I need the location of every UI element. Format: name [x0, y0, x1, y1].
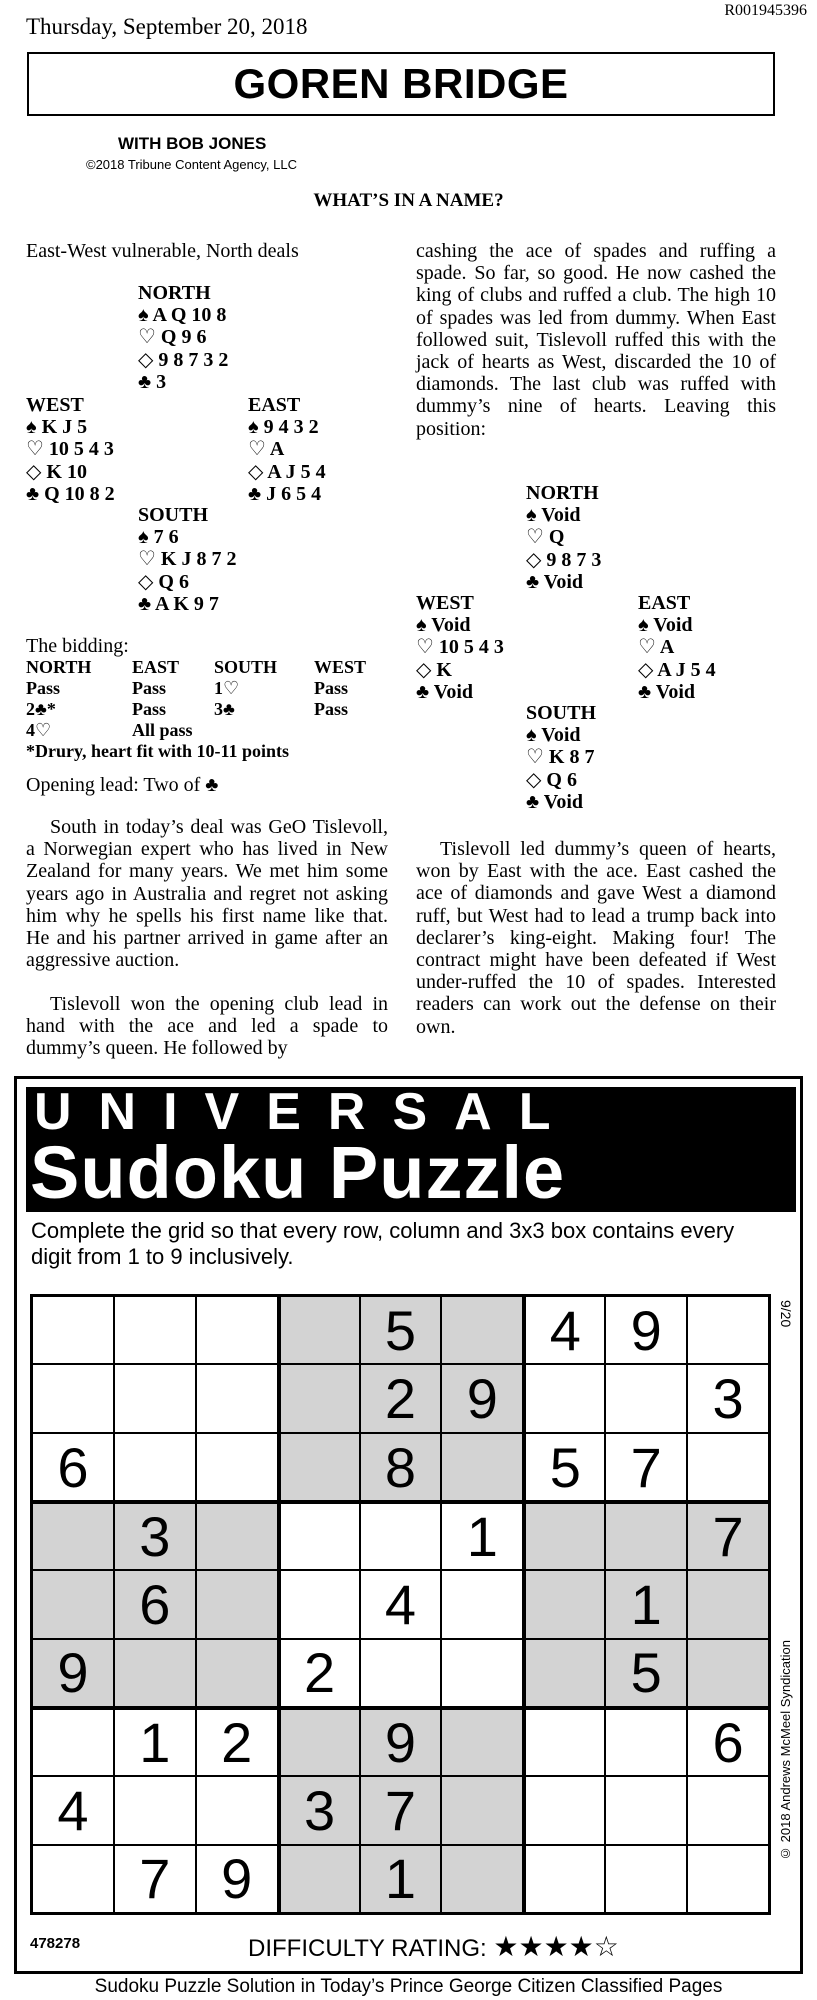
difficulty-rating — [248, 1930, 619, 1963]
sudoku-cell[interactable] — [523, 1776, 605, 1844]
paragraph: cashing the ace of spades and ruffing a spade. So far, so good. He now cashed the king of clubs and ruffed a club. The high 10 of spades was led from dummy. When East followed suit, Tislevoll ruffed this with the jack of hearts as West, discarded the 10 of diamonds. The last club was ruffed with dummy’s nine of hearts. Leaving this position: — [416, 240, 776, 440]
bid-cell: 4♡ — [26, 720, 52, 740]
sudoku-cell[interactable] — [278, 1570, 360, 1638]
position-east-spades: ♠ Void — [638, 614, 693, 637]
sudoku-cell[interactable]: 4 — [360, 1570, 442, 1638]
sudoku-cell[interactable]: 3 — [278, 1776, 360, 1844]
position-west-label: WEST — [416, 592, 474, 614]
bid-cell: Pass — [132, 678, 167, 698]
sudoku-cell[interactable] — [687, 1639, 769, 1707]
north-hand — [138, 282, 228, 393]
bidding — [26, 636, 406, 762]
sudoku-cell[interactable]: 7 — [605, 1433, 687, 1501]
west-clubs: ♣ Q 10 8 2 — [26, 482, 115, 505]
sudoku-cell[interactable] — [278, 1364, 360, 1432]
sudoku-cell[interactable] — [687, 1776, 769, 1844]
position-south-label: SOUTH — [526, 702, 597, 724]
position-east-label: EAST — [638, 592, 691, 614]
sudoku-cell[interactable] — [278, 1501, 360, 1570]
sudoku-cell[interactable]: 3 — [687, 1364, 769, 1432]
sudoku-cell[interactable]: 8 — [360, 1433, 442, 1501]
sudoku-cell[interactable]: 7 — [360, 1776, 442, 1844]
south-diamonds: ◇ Q 6 — [138, 570, 189, 593]
position-north-clubs: ♣ Void — [526, 570, 584, 593]
east-clubs: ♣ J 6 5 4 — [248, 482, 322, 505]
sudoku-cell[interactable] — [114, 1639, 196, 1707]
sudoku-cell[interactable] — [687, 1570, 769, 1638]
paragraph: South in today’s deal was GeO Tislevoll, a Norwegian expert who has lived in New Zealand for many years. We met him some years ago in Australia and regret not asking him why he spells his first name like that. He and his partner arrived in game after an aggressive auction. — [26, 816, 388, 972]
sudoku-cell[interactable] — [360, 1501, 442, 1570]
north-label: NORTH — [138, 282, 211, 304]
bid-row — [26, 699, 406, 720]
sudoku-cell[interactable]: 5 — [523, 1433, 605, 1501]
date: Thursday, September 20, 2018 — [26, 14, 308, 39]
bid-cell — [214, 720, 314, 741]
difficulty-label: DIFFICULTY RATING: — [248, 1935, 487, 1962]
sudoku-cell[interactable]: 2 — [196, 1707, 278, 1776]
sudoku-cell[interactable] — [278, 1433, 360, 1501]
bid-cell: Pass — [132, 699, 167, 719]
position-north-spades: ♠ Void — [526, 504, 581, 527]
south-spades: ♠ 7 6 — [138, 526, 179, 549]
west-spades: ♠ K J 5 — [26, 416, 88, 439]
bid-cell: Pass — [314, 678, 349, 698]
difficulty-stars: ★★★★☆ — [493, 1931, 619, 1962]
sudoku-cell[interactable] — [441, 1639, 523, 1707]
sudoku-cell[interactable] — [605, 1364, 687, 1432]
west-label: WEST — [26, 394, 84, 416]
sudoku-title: Sudoku Puzzle — [30, 1131, 566, 1214]
sudoku-cell[interactable]: 5 — [360, 1296, 442, 1364]
bid-header: SOUTH — [214, 657, 278, 677]
sudoku-cell[interactable]: 2 — [360, 1364, 442, 1432]
position-east-clubs: ♣ Void — [638, 680, 696, 703]
position-east-hearts: ♡ A — [638, 636, 675, 659]
sudoku-brand: UNIVERSAL — [34, 1083, 578, 1141]
sudoku-cell[interactable]: 1 — [441, 1501, 523, 1570]
sudoku-cell[interactable]: 1 — [605, 1570, 687, 1638]
bid-cell — [314, 720, 406, 741]
sudoku-cell[interactable] — [360, 1639, 442, 1707]
sudoku-cell[interactable] — [196, 1776, 278, 1844]
sudoku-cell[interactable] — [687, 1845, 769, 1913]
south-label: SOUTH — [138, 504, 209, 526]
sudoku-cell[interactable] — [114, 1433, 196, 1501]
sudoku-cell[interactable]: 4 — [523, 1296, 605, 1364]
copyright: ©2018 Tribune Content Agency, LLC — [86, 157, 297, 172]
sudoku-date-code: 9/20 — [778, 1300, 794, 1328]
column-title: GOREN BRIDGE — [27, 52, 775, 116]
position-east-diamonds: ◇ A J 5 4 — [638, 658, 716, 681]
north-clubs: ♣ 3 — [138, 370, 167, 393]
sudoku-cell[interactable] — [32, 1845, 114, 1913]
sudoku-cell[interactable] — [523, 1707, 605, 1776]
east-hearts: ♡ A — [248, 438, 285, 461]
bidding-note: *Drury, heart fit with 10-11 points — [26, 741, 289, 761]
bid-cell: All pass — [132, 720, 193, 740]
sudoku-cell[interactable]: 6 — [32, 1433, 114, 1501]
sudoku-cell[interactable]: 6 — [114, 1570, 196, 1638]
north-hearts: ♡ Q 9 6 — [138, 326, 207, 349]
position-south-hand — [526, 702, 596, 813]
bidding-title: The bidding: — [26, 635, 129, 657]
position-west-hand — [416, 592, 504, 703]
sudoku-cell[interactable] — [441, 1845, 523, 1913]
opening-lead: Opening lead: Two of ♣ — [26, 774, 219, 796]
west-diamonds: ◇ K 10 — [26, 460, 87, 483]
north-diamonds: ◇ 9 8 7 3 2 — [138, 348, 229, 371]
sudoku-cell[interactable]: 9 — [32, 1639, 114, 1707]
sudoku-cell[interactable] — [523, 1364, 605, 1432]
sudoku-cell[interactable] — [523, 1845, 605, 1913]
bid-cell: 1♡ — [214, 678, 240, 698]
sudoku-grid — [30, 1294, 771, 1915]
sudoku-cell[interactable] — [32, 1707, 114, 1776]
sudoku-cell[interactable]: 9 — [196, 1845, 278, 1913]
sudoku-cell[interactable] — [687, 1296, 769, 1364]
paragraph: Tislevoll led dummy’s queen of hearts, won by East with the ace. East cashed the ace of diamonds and gave West a diamond ruff, but West had to lead a trump back into declarer’s king-eight. Making four! The contract might have been defeated if West under-ruffed the 10 of spades. Interested readers can work out the defense on their own. — [416, 838, 776, 1038]
sudoku-cell[interactable] — [32, 1364, 114, 1432]
bid-header: NORTH — [26, 657, 92, 677]
sudoku-cell[interactable] — [114, 1296, 196, 1364]
sudoku-cell[interactable]: 1 — [360, 1845, 442, 1913]
puzzle-id: 478278 — [30, 1935, 81, 1952]
position-south-clubs: ♣ Void — [526, 790, 584, 813]
sudoku-cell[interactable]: 2 — [278, 1639, 360, 1707]
sudoku-cell[interactable] — [523, 1501, 605, 1570]
west-hand — [26, 394, 115, 505]
position-south-diamonds: ◇ Q 6 — [526, 768, 577, 791]
sudoku-cell[interactable]: 6 — [687, 1707, 769, 1776]
byline: WITH BOB JONES — [118, 134, 267, 153]
west-hearts: ♡ 10 5 4 3 — [26, 438, 114, 461]
sudoku-cell[interactable] — [114, 1364, 196, 1432]
position-south-hearts: ♡ K 8 7 — [526, 746, 595, 769]
position-west-diamonds: ◇ K — [416, 658, 452, 681]
sudoku-cell[interactable] — [441, 1296, 523, 1364]
sudoku-cell[interactable] — [32, 1296, 114, 1364]
sudoku-cell[interactable]: 5 — [605, 1639, 687, 1707]
position-north-hand — [526, 482, 601, 593]
sudoku-cell[interactable] — [441, 1570, 523, 1638]
east-spades: ♠ 9 4 3 2 — [248, 416, 319, 439]
bid-cell: 3♣ — [214, 699, 235, 719]
bid-row — [26, 678, 406, 699]
east-label: EAST — [248, 394, 301, 416]
bid-header: WEST — [314, 657, 367, 677]
sudoku-cell[interactable]: 1 — [114, 1707, 196, 1776]
position-west-spades: ♠ Void — [416, 614, 471, 637]
position-south-spades: ♠ Void — [526, 724, 581, 747]
sudoku-cell[interactable] — [605, 1501, 687, 1570]
bid-cell: Pass — [26, 678, 61, 698]
sudoku-cell[interactable] — [441, 1433, 523, 1501]
sudoku-cell[interactable] — [32, 1501, 114, 1570]
east-diamonds: ◇ A J 5 4 — [248, 460, 326, 483]
position-north-diamonds: ◇ 9 8 7 3 — [526, 548, 602, 571]
south-hand — [138, 504, 237, 615]
sudoku-cell[interactable] — [441, 1707, 523, 1776]
sudoku-cell[interactable] — [196, 1501, 278, 1570]
sudoku-cell[interactable]: 9 — [441, 1364, 523, 1432]
article-code: R001945396 — [724, 2, 807, 19]
sudoku-syndication: © 2018 Andrews McMeel Syndication — [778, 1640, 793, 1861]
south-clubs: ♣ A K 9 7 — [138, 592, 219, 615]
position-east-hand — [638, 592, 716, 703]
paragraph: Tislevoll won the opening club lead in hand with the ace and led a spade to dummy’s queen. He followed by — [26, 993, 388, 1060]
bid-row — [26, 720, 406, 741]
sudoku-cell[interactable] — [605, 1845, 687, 1913]
sudoku-cell[interactable] — [196, 1433, 278, 1501]
sudoku-cell[interactable]: 9 — [605, 1296, 687, 1364]
east-hand — [248, 394, 326, 505]
sudoku-cell[interactable] — [196, 1570, 278, 1638]
sudoku-cell[interactable] — [196, 1296, 278, 1364]
position-north-hearts: ♡ Q — [526, 526, 565, 549]
sudoku-cell[interactable]: 3 — [114, 1501, 196, 1570]
bidding-headers — [26, 657, 406, 678]
footer: Sudoku Puzzle Solution in Today’s Prince George Citizen Classified Pages — [94, 1976, 723, 1997]
sudoku-cell[interactable] — [523, 1639, 605, 1707]
bid-header: EAST — [132, 657, 180, 677]
sudoku-cell[interactable] — [196, 1639, 278, 1707]
north-spades: ♠ A Q 10 8 — [138, 304, 227, 327]
sudoku-cell[interactable]: 7 — [114, 1845, 196, 1913]
bid-cell: 2♣* — [26, 699, 56, 719]
sudoku-instructions: Complete the grid so that every row, column and 3x3 box contains every digit from 1 to 9 inclusively. — [31, 1218, 735, 1269]
sudoku-cell[interactable]: 4 — [32, 1776, 114, 1844]
sudoku-cell[interactable] — [114, 1776, 196, 1844]
position-north-label: NORTH — [526, 482, 599, 504]
sudoku-cell[interactable]: 9 — [360, 1707, 442, 1776]
sudoku-cell[interactable]: 7 — [687, 1501, 769, 1570]
sudoku-cell[interactable] — [278, 1845, 360, 1913]
sudoku-cell[interactable] — [196, 1364, 278, 1432]
sudoku-cell[interactable] — [605, 1707, 687, 1776]
sudoku-cell[interactable] — [278, 1296, 360, 1364]
sudoku-cell[interactable] — [278, 1707, 360, 1776]
sudoku-cell[interactable] — [441, 1776, 523, 1844]
headline: WHAT’S IN A NAME? — [313, 190, 504, 211]
sudoku-cell[interactable] — [605, 1776, 687, 1844]
sudoku-cell[interactable] — [523, 1570, 605, 1638]
bid-cell: Pass — [314, 699, 349, 719]
deal-intro: East-West vulnerable, North deals — [26, 240, 299, 262]
south-hearts: ♡ K J 8 7 2 — [138, 548, 237, 571]
position-west-clubs: ♣ Void — [416, 680, 474, 703]
sudoku-cell[interactable] — [32, 1570, 114, 1638]
sudoku-cell[interactable] — [687, 1433, 769, 1501]
position-west-hearts: ♡ 10 5 4 3 — [416, 636, 504, 659]
